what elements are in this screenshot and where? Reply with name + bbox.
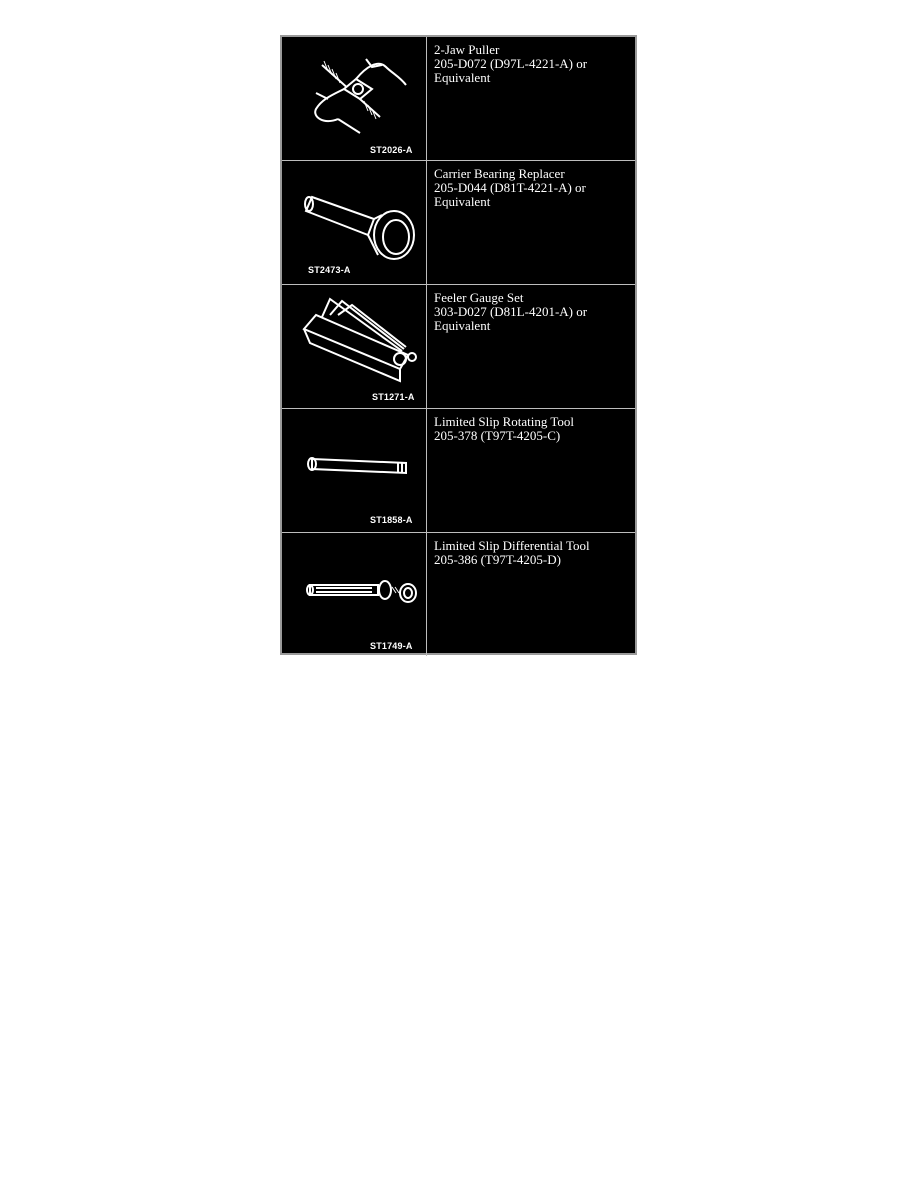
tool-illustration-cell [282,285,427,408]
tool-illustration-cell [282,161,427,284]
tool-code-label: ST1271-A [372,392,415,402]
tool-part-number: 205-386 (T97T-4205-D) [434,552,561,567]
tool-name: 2-Jaw Puller [434,42,500,57]
tool-description-cell [428,161,635,284]
tool-equivalent-note: Equivalent [434,194,491,209]
tool-equivalent-note: Equivalent [434,318,491,333]
tool-part-number: 205-378 (T97T-4205-C) [434,428,561,443]
jaw-puller-icon [282,37,426,160]
tool-description-cell [428,533,635,656]
tool-name: Limited Slip Differential Tool [434,538,590,553]
tool-name: Limited Slip Rotating Tool [434,414,575,429]
tool-row [282,533,635,656]
tool-illustration-cell [282,533,427,656]
tool-description-cell [428,285,635,408]
tool-name: Carrier Bearing Replacer [434,166,565,181]
tool-name: Feeler Gauge Set [434,290,524,305]
tool-equivalent-note: Equivalent [434,70,491,85]
differential-tool-icon [282,533,426,656]
tool-description-cell [428,37,635,160]
special-tools-table [280,35,637,655]
tool-code-label: ST1749-A [370,641,413,651]
tool-code-label: ST2026-A [370,145,413,155]
tool-illustration-cell [282,37,427,160]
tool-row [282,37,635,161]
tool-description-cell [428,409,635,532]
rotating-tool-icon [282,409,426,532]
tool-part-number: 303-D027 (D81L-4201-A) or [434,304,588,319]
tool-row [282,285,635,409]
tool-row [282,161,635,285]
tool-part-number: 205-D072 (D97L-4221-A) or [434,56,588,71]
tool-row [282,409,635,533]
tool-code-label: ST1858-A [370,515,413,525]
bearing-replacer-icon [282,161,426,284]
tool-part-number: 205-D044 (D81T-4221-A) or [434,180,586,195]
feeler-gauge-icon [282,285,426,408]
tool-illustration-cell [282,409,427,532]
tool-code-label: ST2473-A [308,265,351,275]
